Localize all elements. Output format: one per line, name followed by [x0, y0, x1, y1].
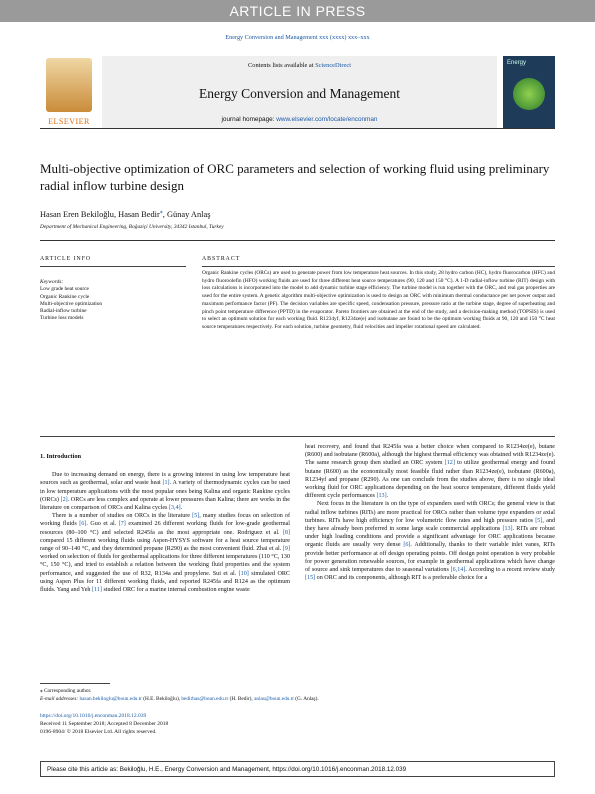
email-link[interactable]: bedirhas@boun.edu.tr — [181, 696, 229, 702]
author-list — [40, 208, 210, 219]
email-owner: (H. Bedir), — [228, 696, 255, 702]
citation-link[interactable]: [8] — [282, 529, 290, 536]
footnote — [40, 687, 555, 703]
article-info-heading: ARTICLE INFO — [40, 256, 186, 267]
citation-link[interactable]: [12] — [444, 460, 455, 467]
citation-link[interactable]: [6,14] — [450, 567, 466, 574]
homepage-link[interactable]: www.elsevier.com/locate/enconman — [276, 116, 378, 123]
publisher-name: ELSEVIER — [48, 117, 90, 126]
email-label: E-mail addresses: — [40, 696, 79, 702]
text-run: studied ORC for a marine internal combustion engine waste — [101, 587, 250, 594]
elsevier-tree-icon — [46, 58, 92, 112]
received-dates: Received 11 September 2018; Accepted 8 December 2018 — [40, 721, 169, 728]
citation-link[interactable]: [11] — [91, 587, 102, 594]
citation-link[interactable]: [5] — [535, 517, 543, 524]
journal-cover-image[interactable] — [503, 56, 555, 128]
sciencedirect-link[interactable]: ScienceDirect — [315, 62, 351, 69]
text-run: There is a number of studies on ORCs in the literature — [52, 513, 193, 520]
text-run: . — [180, 505, 183, 512]
citation-link[interactable]: [3,4] — [168, 505, 181, 512]
section-heading: 1. Introduction — [40, 453, 82, 460]
text-run: Due to increasing demand on energy, there is a growing interest in using low temperature heat sources such as geothermal, solar and waste heat — [40, 472, 290, 487]
publication-info — [40, 712, 168, 736]
abstract-text: Organic Rankine cycles (ORCs) are used to generate power from low temperature heat sources. In this study, 28 hydro carbon (HC), hydro fluorocarbon (HFC) and hydro fluoroolefin (HFO) working fluids are used for three different heat source temperatures (90, 120 and 150 °C). A 1-D radial-inflow turbine (RIT) design with loss calculations is incorporated into the model to add dynamic turbine stage efficiency. The turbine model is run together with the ORC, and real gas properties are used for the entire system. A genetic algorithm multi-objective optimization is used to design an ORC with minimum thermal conductance per net power output and maximum performance factor (PF). The decision variables are specific speed, condensation pressure, pressure ratio at the turbine stage, degree of superheating and pinch point temperature difference (PPTD) in the evaporator. Pareto frontiers are obtained at the end of the study, and a decision-making method (TOPSIS) is used to select an optimum solution for each working fluid. R1234yf, R1234ze(e) and isobutane are found to be the optimum working fluids at 90, 120 and 150 °C heat source temperatures respectively. For each solution, turbine geometry, fluid velocities and impeller rotational speed are calculated. — [202, 270, 555, 330]
homepage-prefix: journal homepage: — [221, 116, 275, 123]
citation-link[interactable]: [13] — [376, 493, 387, 500]
paragraph — [40, 471, 290, 512]
keyword-item: Multi-objective optimization — [40, 300, 103, 307]
affiliation: Department of Mechanical Engineering, Boğaziçi University, 34342 Istanbul, Turkey — [40, 224, 224, 230]
divider — [40, 240, 555, 241]
text-run: examined 26 different working fluids for low-grade geothermal resources (80–100 °C) and selected R245fa as the most appropriate one. Rodriguez et al. — [40, 521, 290, 536]
text-run: on ORC and its components, although RIT is a preferable choice for a — [315, 575, 488, 582]
journal-reference-link[interactable]: Energy Conversion and Management xxx (xxxx) xxx–xxx — [225, 34, 370, 41]
journal-title: Energy Conversion and Management — [198, 86, 401, 101]
text-run: . — [386, 493, 389, 500]
keyword-item: Low grade heat source — [40, 286, 89, 293]
email-line — [40, 695, 555, 703]
paragraph — [305, 500, 555, 582]
keyword-item: Turbine loss models — [40, 315, 84, 322]
available-prefix: Contents lists available at — [248, 62, 314, 69]
corresponding-note: ⁎ Corresponding author. — [40, 688, 92, 694]
text-run: . According to a recent review study — [465, 567, 555, 574]
body-column-left — [40, 447, 290, 594]
text-run: . ORCs are less complex and operate at lower pressures than Kalina; there are works in the literature on comparison of ORCs and Kalina cycles — [40, 496, 290, 512]
text-run: worked on selection of fluids for geothermal applications for three different temperatures (110 °C, 130 °C, 150 °C), and tried to establish a relation between the working fluid properties and the system performance, and suggested the use of R32, R134a and propylene. Sui et al. — [40, 554, 291, 577]
text-run: Next focus in the literature is on the type of expanders used with ORCs; the general view is that radial inflow turbines (RITs) are more practical for ORCs rather than volume type expanders or axial turbines. RITs have high efficiency for low volumetric flow rates and high pressure ratios — [305, 501, 555, 524]
corresponding-author-mark[interactable]: ⁎ — [159, 209, 163, 215]
authors-last[interactable]: , Günay Anlaş — [162, 209, 211, 219]
citation-link[interactable]: [10] — [238, 570, 249, 577]
journal-banner — [102, 56, 497, 128]
journal-header — [40, 56, 555, 129]
citation-link[interactable]: [1] — [162, 480, 170, 487]
citation-link[interactable]: [13] — [502, 526, 513, 533]
citation-link[interactable]: [6] — [79, 521, 87, 528]
article-in-press-banner: ARTICLE IN PRESS — [0, 0, 595, 22]
text-run: . Additionally, thanks to their variable inlet vanes, RITs provide better performance at off design operating points. Off design point operation is very probable for power generation renewable sources, for example in geothermal applications which have change of source and sink temperatures due to seasonal variations — [305, 542, 555, 574]
text-run: to utilize geothermal energy and found butane (R600) as the economically most feasible fluid rather than R1234ze(e), isobutane (R600a), R1234yf and propane (R290). As one can conclude from the studies above, there is no single ideal working fluid for ORC applications depending on the heat source temperature, different fluids yield different cycle performances — [305, 460, 555, 500]
text-run: , many studies focus on selection of working fluids — [40, 513, 290, 528]
body-column-right — [305, 443, 555, 582]
text-run: . RITs are robust under high loading conditions and provide a significant advantage for ORC applications because organic fluids are usually very dense — [305, 526, 555, 549]
paragraph — [305, 443, 555, 500]
citation-link[interactable]: [9] — [282, 546, 290, 553]
text-run: compared 15 different working fluids using Aspen-HYSYS software for a heat source temperature range of 90–140 °C, and they determined propane (R290) as the most convenient fluid. Zhai et al. — [40, 537, 290, 553]
citation-link[interactable]: [7] — [118, 521, 126, 528]
email-link[interactable]: anlas@boun.edu.tr — [254, 696, 294, 702]
divider — [40, 436, 555, 437]
journal-homepage — [102, 116, 497, 123]
text-run: . Guo et al. — [86, 521, 119, 528]
doi-link[interactable]: https://doi.org/10.1016/j.enconman.2018.12.039 — [40, 713, 147, 719]
citation-link[interactable]: [15] — [305, 575, 316, 582]
contents-available — [102, 62, 497, 69]
copyright: 0196-8904/ © 2018 Elsevier Ltd. All rights reserved. — [40, 729, 157, 736]
citation-link[interactable]: [5] — [192, 513, 200, 520]
text-run: simulated ORC using Aspen Plus for 11 different working fluids, and reported R245fa and R124 as the optimum fluids. Yang and Yeh — [40, 570, 290, 594]
keywords-heading: Keywords: — [40, 279, 64, 285]
paragraph — [40, 512, 290, 594]
elsevier-logo[interactable] — [40, 56, 98, 128]
text-run: , and they have already been preferred in some large scale commercial applications — [305, 517, 555, 533]
email-owner: (G. Anlaş). — [293, 696, 319, 702]
keyword-item: Radial-inflow turbine — [40, 308, 87, 315]
email-link[interactable]: hasan.bekiloglu@boun.edu.tr — [79, 696, 142, 702]
cover-graphic — [513, 78, 545, 110]
text-run: . A variety of thermodynamic cycles can be used in low temperature applications with the most popular ones being Kalina and organic Rankine cycles (ORCs) — [40, 480, 291, 503]
abstract-heading: ABSTRACT — [202, 256, 555, 267]
authors-first[interactable]: Hasan Eren Bekiloğlu, Hasan Bedir — [40, 209, 160, 219]
citation-link[interactable]: [2] — [60, 496, 68, 503]
cover-title: Energy — [507, 60, 527, 66]
text-run: heat recovery, and found that R245fa was a better choice when compared to R1234ze(e), butane (R600) and isobutane (R600a), although the highest thermal efficiency was obtained with R1234ze(e). The same research group then studied an ORC system — [305, 444, 555, 467]
keyword-item: Organic Rankine cycle — [40, 293, 90, 300]
article-title: Multi-objective optimization of ORC parameters and selection of working fluid using preliminary radial inflow turbine design — [40, 161, 550, 193]
citation-box: Please cite this article as: Bekiloğlu, H.E., Energy Conversion and Management, https://doi.org/10.1016/j.enconman.2018.12.039 — [40, 761, 555, 777]
citation-link[interactable]: [6] — [403, 542, 411, 549]
email-owner: (H.E. Bekiloğlu), — [141, 696, 182, 702]
keywords-block — [40, 279, 186, 323]
footnote-divider — [40, 683, 110, 684]
